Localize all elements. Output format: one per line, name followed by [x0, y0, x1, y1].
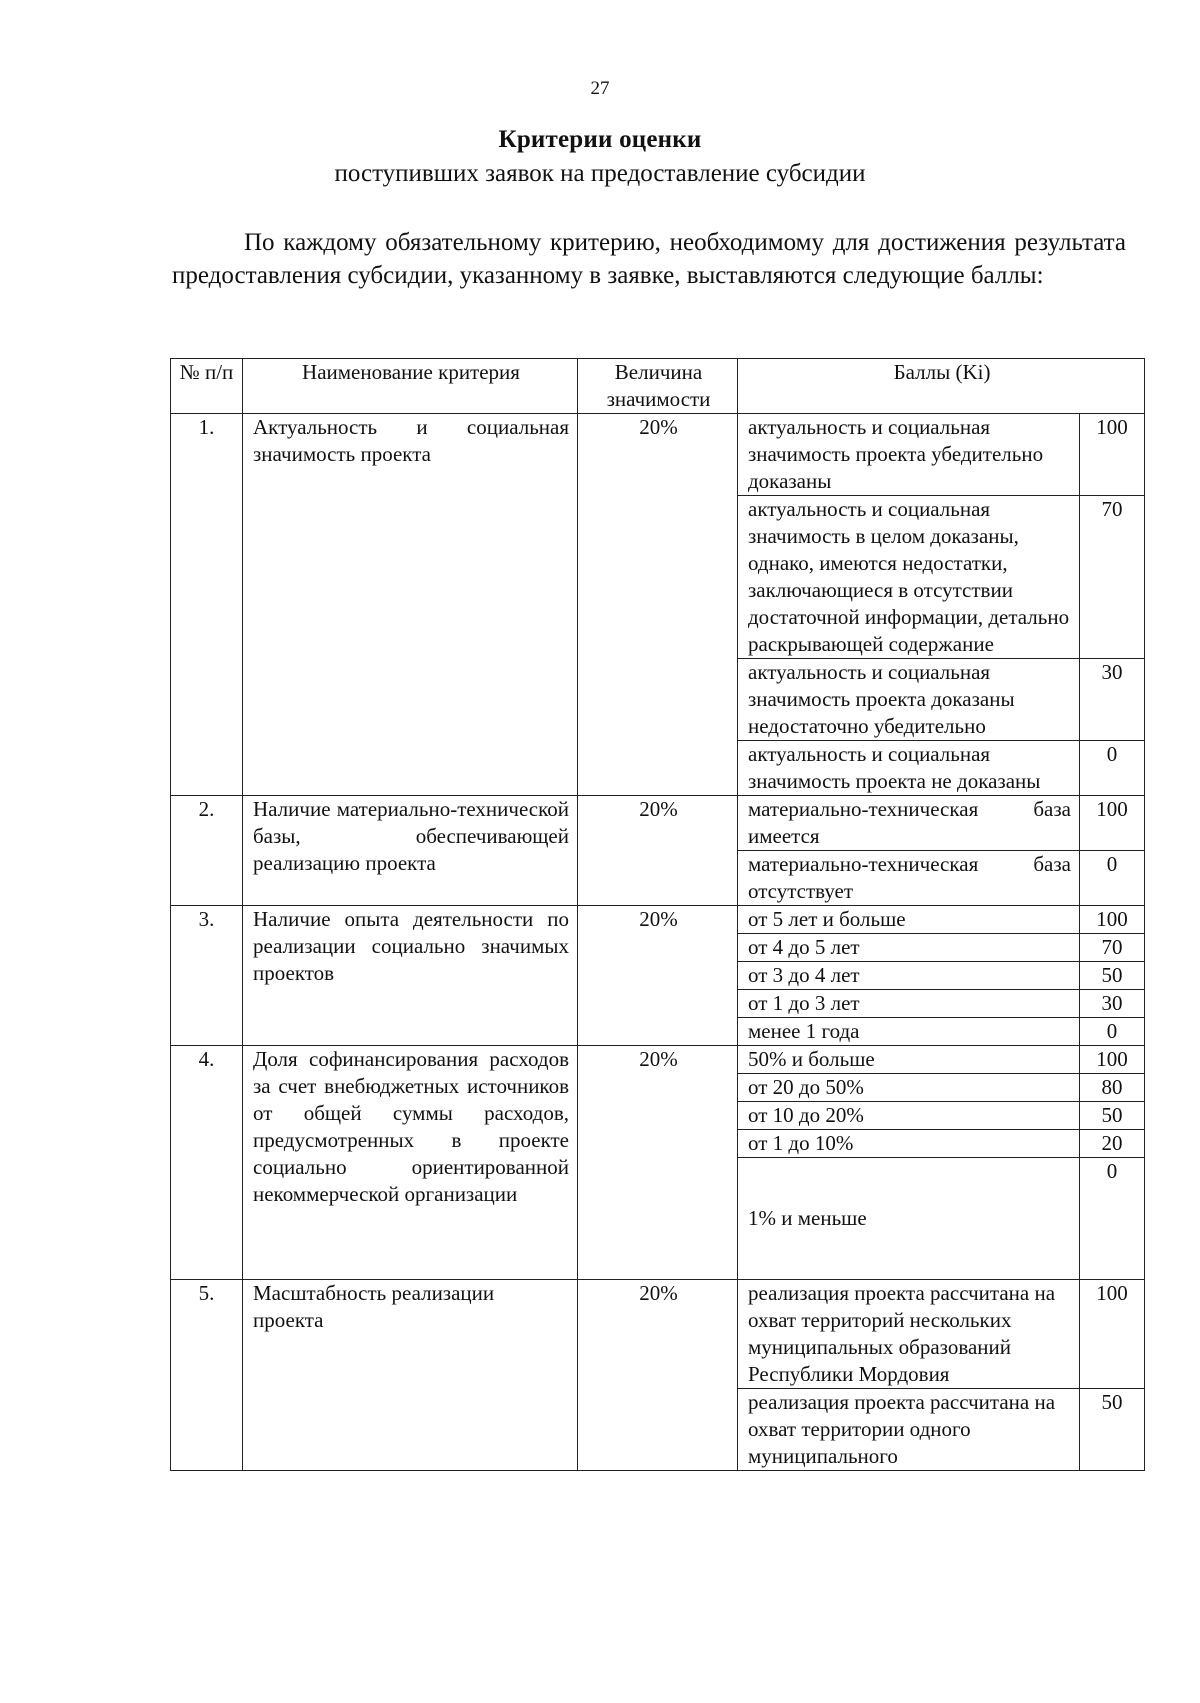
- option-desc: 1% и меньше: [738, 1158, 1080, 1280]
- option-score: 100: [1080, 1280, 1145, 1389]
- header-num: № п/п: [171, 359, 243, 414]
- option-desc: актуальность и социальная значимость в целом доказаны, однако, имеются недостатки, заключающиеся в отсутствии достаточной информации, детально раскрывающей содержание: [738, 496, 1080, 659]
- option-desc: актуальность и социальная значимость проекта доказаны недостаточно убедительно: [738, 659, 1080, 741]
- header-score: Баллы (Ki): [738, 359, 1145, 414]
- option-score: 70: [1080, 496, 1145, 659]
- criterion-num: 5.: [171, 1280, 243, 1471]
- option-score: 0: [1080, 741, 1145, 796]
- criterion-name: Масштабность реализации проекта: [243, 1280, 578, 1471]
- option-score: 50: [1080, 1102, 1145, 1130]
- option-score: 30: [1080, 659, 1145, 741]
- criterion-name: Актуальность и социальная значимость проекта: [243, 414, 578, 796]
- option-desc: материально-техническая база отсутствует: [738, 851, 1080, 906]
- option-score: 0: [1080, 1018, 1145, 1046]
- criterion-weight: 20%: [578, 1046, 738, 1280]
- criterion-num: 1.: [171, 414, 243, 796]
- option-desc: реализация проекта рассчитана на охват территории одного муниципального: [738, 1389, 1080, 1471]
- table-row: [171, 906, 1145, 934]
- table-row: [171, 796, 1145, 851]
- option-desc: от 1 до 3 лет: [738, 990, 1080, 1018]
- option-desc: от 10 до 20%: [738, 1102, 1080, 1130]
- criterion-name: Наличие материально-технической базы, обеспечивающей реализацию проекта: [243, 796, 578, 906]
- page-number: 27: [590, 78, 610, 99]
- option-desc: менее 1 года: [738, 1018, 1080, 1046]
- option-desc: от 1 до 10%: [738, 1130, 1080, 1158]
- option-desc: реализация проекта рассчитана на охват территорий нескольких муниципальных образований Республики Мордовия: [738, 1280, 1080, 1389]
- option-desc: актуальность и социальная значимость проекта убедительно доказаны: [738, 414, 1080, 496]
- criterion-num: 4.: [171, 1046, 243, 1280]
- option-score: 100: [1080, 414, 1145, 496]
- option-desc: 50% и больше: [738, 1046, 1080, 1074]
- option-score: 0: [1080, 851, 1145, 906]
- option-desc: актуальность и социальная значимость проекта не доказаны: [738, 741, 1080, 796]
- option-score: 80: [1080, 1074, 1145, 1102]
- option-desc: от 5 лет и больше: [738, 906, 1080, 934]
- option-score: 100: [1080, 906, 1145, 934]
- table-row: [171, 414, 1145, 496]
- header-name: Наименование критерия: [243, 359, 578, 414]
- option-score: 50: [1080, 1389, 1145, 1471]
- option-score: 100: [1080, 796, 1145, 851]
- criterion-weight: 20%: [578, 1280, 738, 1471]
- option-score: 20: [1080, 1130, 1145, 1158]
- document-title: Критерии оценки: [498, 126, 702, 153]
- table-header-row: [171, 359, 1145, 414]
- criterion-weight: 20%: [578, 414, 738, 796]
- option-desc: от 20 до 50%: [738, 1074, 1080, 1102]
- criterion-weight: 20%: [578, 906, 738, 1046]
- option-desc: от 4 до 5 лет: [738, 934, 1080, 962]
- option-score: 0: [1080, 1158, 1145, 1280]
- criterion-num: 3.: [171, 906, 243, 1046]
- option-score: 100: [1080, 1046, 1145, 1074]
- option-score: 70: [1080, 934, 1145, 962]
- intro-paragraph: По каждому обязательному критерию, необходимому для достижения результата предоставления субсидии, указанному в заявке, выставляются следующие баллы:: [172, 229, 1126, 289]
- criterion-weight: 20%: [578, 796, 738, 906]
- option-score: 30: [1080, 990, 1145, 1018]
- criterion-name: Наличие опыта деятельности по реализации социально значимых проектов: [243, 906, 578, 1046]
- document-subtitle: поступивших заявок на предоставление субсидии: [334, 160, 866, 187]
- table-row: [171, 1046, 1145, 1074]
- option-desc: от 3 до 4 лет: [738, 962, 1080, 990]
- option-desc: материально-техническая база имеется: [738, 796, 1080, 851]
- criteria-table: [170, 358, 1145, 1471]
- header-weight: Величина значимости: [578, 359, 738, 414]
- criterion-num: 2.: [171, 796, 243, 906]
- criterion-name: Доля софинансирования расходов за счет внебюджетных источников от общей суммы расходов, предусмотренных в проекте социально ориентированной некоммерческой организации: [243, 1046, 578, 1280]
- table-row: [171, 1280, 1145, 1389]
- option-score: 50: [1080, 962, 1145, 990]
